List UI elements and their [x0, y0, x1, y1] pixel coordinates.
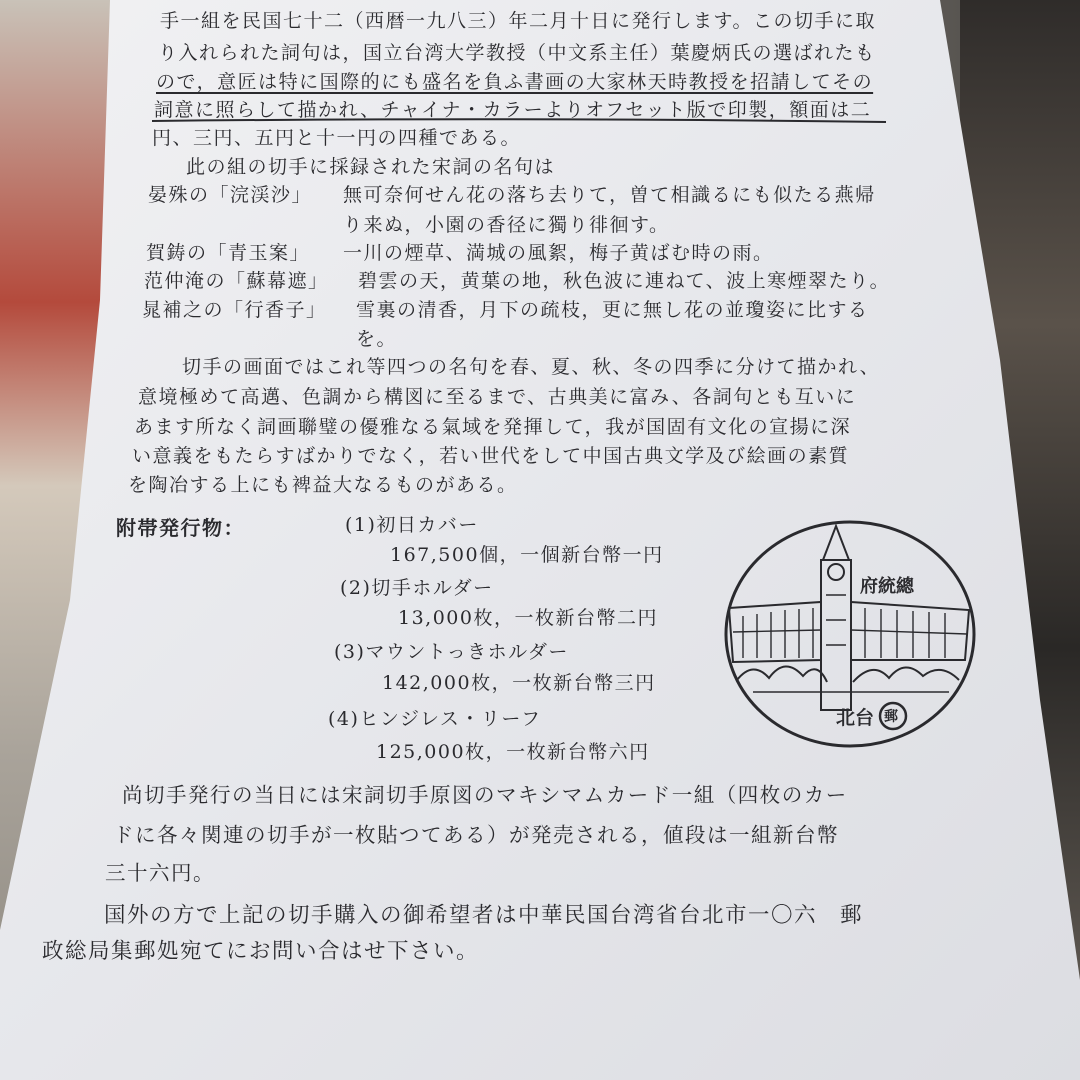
poems-intro: 此の組の切手に採録された宋詞の名句は — [186, 156, 556, 178]
supplement-item-detail: 125,000枚，一枚新台幣六円 — [376, 741, 650, 763]
supplement-heading: 附帯発行物： — [116, 516, 245, 540]
poem-line: 一川の煙草、満城の風絮，梅子黄ばむ時の雨。 — [343, 242, 774, 264]
intro-line-underlined: ので，意匠は特に国際的にも盛名を負ふ書画の大家林天時教授を招請してその — [156, 71, 874, 93]
poem-author: 晏殊の「浣渓沙」 — [148, 184, 313, 206]
poem-author: 范仲淹の「蘇幕遮」 — [144, 270, 329, 292]
contact-line: 政総局集郵処宛てにお問い合はせ下さい。 — [42, 939, 480, 964]
postmark-top-text: 府統總 — [860, 576, 914, 597]
supplement-item-name: (1)初日カバー — [345, 514, 479, 536]
supplement-item-detail: 167,500個，一個新台幣一円 — [390, 544, 664, 566]
description-line: を陶冶する上にも裨益大なるものがある。 — [128, 474, 518, 496]
description-line: あます所なく詞画聯璧の優雅なる氣域を発揮して，我が国固有文化の宣揚に深 — [134, 416, 852, 438]
supplement-item-name: (2)切手ホルダー — [340, 577, 494, 599]
postmark-bottom-text: 北台 — [836, 707, 875, 729]
postmark-seal-char: 郵 — [884, 709, 898, 725]
poem-line: 雪裏の清香，月下の疏枝，更に無し花の並瓊姿に比する — [356, 299, 869, 321]
poem-author: 賀鋳の「青玉案」 — [146, 242, 311, 264]
intro-line: 円、三円、五円と十一円の四種である。 — [152, 127, 522, 149]
maxicard-line: 三十六円。 — [105, 861, 215, 885]
description-line: 切手の画面ではこれ等四つの名句を春、夏、秋、冬の四季に分けて描かれ、 — [182, 356, 881, 378]
intro-line: 手一組を民国七十二（西暦一九八三）年二月十日に発行します。この切手に取 — [160, 10, 876, 32]
supplement-item-name: (4)ヒンジレス・リーフ — [328, 708, 542, 730]
description-line: い意義をもたらすばかりでなく，若い世代をして中国古典文学及び絵画の素質 — [132, 445, 850, 467]
contact-line: 国外の方で上記の切手購入の御希望者は中華民国台湾省台北市一〇六 郵 — [104, 903, 864, 928]
intro-line: 詞意に照らして描かれ、チャイナ・カラーよりオフセット版で印製，額面は二 — [154, 99, 872, 121]
poem-author: 晁補之の「行香子」 — [142, 299, 327, 321]
underline-mark — [150, 118, 890, 124]
poem-line: 碧雲の天，黄葉の地，秋色波に連ねて、波上寒煙翠たり。 — [358, 270, 891, 292]
maxicard-line: 尚切手発行の当日には宋詞切手原図のマキシマムカード一組（四枚のカー — [122, 783, 848, 807]
supplement-item-detail: 142,000枚，一枚新台幣三円 — [382, 672, 656, 694]
intro-line: り入れられた詞句は，国立台湾大学教授（中文系主任）葉慶炳氏の選ばれたも — [158, 42, 876, 64]
poem-line: 無可奈何せん花の落ち去りて，曽て相識るにも似たる燕帰 — [343, 184, 876, 206]
supplement-item-detail: 13,000枚，一枚新台幣二円 — [398, 607, 658, 629]
supplement-item-name: (3)マウントっきホルダー — [334, 641, 569, 663]
poem-line: を。 — [356, 328, 398, 350]
description-line: 意境極めて高邁、色調から構図に至るまで、古典美に富み、各詞句とも互いに — [138, 386, 857, 408]
poem-line: り来ぬ，小園の香径に獨り徘徊す。 — [343, 214, 670, 236]
maxicard-line: ドに各々関連の切手が一枚貼つてある）が発売される，値段は一組新台幣 — [113, 823, 839, 847]
